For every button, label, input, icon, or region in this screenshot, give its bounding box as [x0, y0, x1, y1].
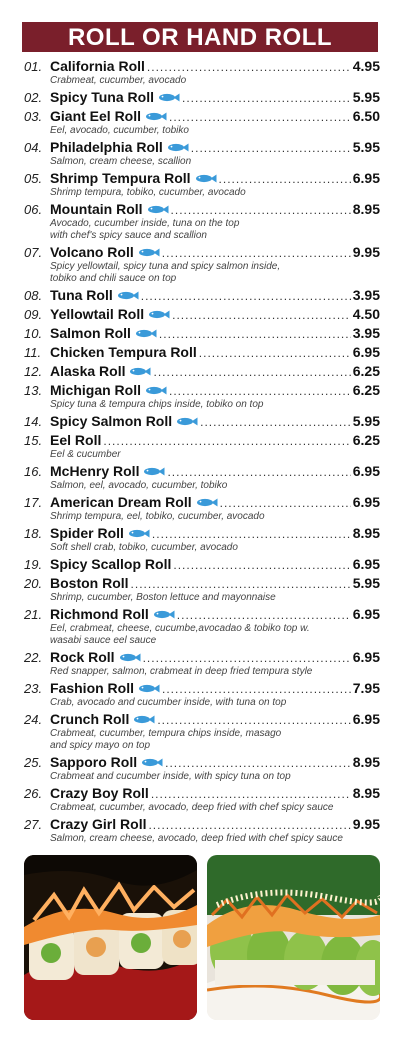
item-price: 4.50: [352, 306, 380, 322]
leader-dots: [177, 608, 351, 622]
blue-fish-icon: [129, 363, 151, 372]
item-price: 8.95: [352, 785, 380, 801]
roll-list: [24, 58, 380, 847]
leader-dots: [172, 308, 351, 322]
blue-fish-icon: [141, 754, 163, 763]
menu-item: [24, 58, 380, 87]
menu-item: [24, 89, 380, 106]
item-number: 13.: [24, 383, 43, 398]
leader-dots: [131, 577, 351, 591]
leader-dots: [171, 203, 351, 217]
item-description: wasabi sauce eel sauce: [50, 635, 157, 646]
menu-item-row: [24, 711, 380, 728]
item-number: 08.: [24, 288, 43, 303]
menu-item-row: [24, 463, 380, 480]
item-number: 20.: [24, 576, 43, 591]
section-title: ROLL OR HAND ROLL: [22, 22, 378, 52]
item-number: 23.: [24, 681, 43, 696]
item-number: 10.: [24, 326, 43, 341]
item-name: Alaska Roll: [50, 363, 126, 379]
menu-item-row: [24, 325, 380, 342]
leader-dots: [143, 651, 351, 665]
item-name: Crazy Girl Roll: [50, 816, 147, 832]
menu-item-row: [24, 382, 380, 399]
item-number: 09.: [24, 307, 43, 322]
item-price: 6.50: [352, 108, 380, 124]
menu-item-row: [24, 287, 380, 304]
item-number: 26.: [24, 786, 43, 801]
menu-item: [24, 606, 380, 647]
leader-dots: [191, 141, 351, 155]
item-description: Eel, crabmeat, cheese, cucumbe,avocadao & tobiko top w.: [50, 623, 310, 634]
blue-fish-icon: [195, 170, 217, 179]
leader-dots: [153, 365, 350, 379]
sushi-roll-photo-left: [24, 855, 197, 1020]
item-description: Salmon, eel, avocado, cucumber, tobiko: [50, 480, 228, 491]
item-price: 6.95: [352, 606, 380, 622]
item-price: 8.95: [352, 525, 380, 541]
sushi-roll-photo-right: [207, 855, 380, 1020]
item-number: 11.: [24, 345, 42, 360]
menu-item: [24, 649, 380, 678]
menu-item: [24, 170, 380, 199]
menu-item: [24, 556, 380, 573]
blue-fish-icon: [158, 89, 180, 98]
menu-item-row: [24, 432, 380, 449]
item-price: 6.95: [352, 649, 380, 665]
item-name: Boston Roll: [50, 575, 129, 591]
item-description: Avocado, cucumber inside, tuna on the top: [50, 218, 240, 229]
menu-item-row: [24, 754, 380, 771]
menu-item-row: [24, 363, 380, 380]
item-price: 5.95: [352, 139, 380, 155]
leader-dots: [173, 558, 350, 572]
item-description: tobiko and chili sauce on top: [50, 273, 177, 284]
menu-item: [24, 306, 380, 323]
leader-dots: [162, 682, 351, 696]
item-number: 27.: [24, 817, 43, 832]
item-price: 4.95: [352, 58, 380, 74]
leader-dots: [220, 496, 351, 510]
item-number: 01.: [24, 59, 43, 74]
menu-item: [24, 244, 380, 285]
menu-item-row: [24, 58, 380, 75]
item-name: Michigan Roll: [50, 382, 141, 398]
menu-item-row: [24, 525, 380, 542]
item-number: 05.: [24, 171, 43, 186]
item-number: 16.: [24, 464, 43, 479]
menu-item-row: [24, 649, 380, 666]
item-name: Crunch Roll: [50, 711, 130, 727]
blue-fish-icon: [145, 382, 167, 391]
item-price: 6.25: [352, 363, 380, 379]
item-name: Spicy Salmon Roll: [50, 413, 173, 429]
item-description: Shrimp tempura, eel, tobiko, cucumber, avocado: [50, 511, 265, 522]
item-number: 25.: [24, 755, 43, 770]
menu-item: [24, 816, 380, 845]
blue-fish-icon: [153, 606, 175, 615]
item-description: Crabmeat, cucumber, avocado, deep fried with chef spicy sauce: [50, 802, 334, 813]
menu-item: [24, 139, 380, 168]
leader-dots: [159, 327, 351, 341]
item-name: Salmon Roll: [50, 325, 131, 341]
blue-fish-icon: [119, 649, 141, 658]
item-price: 6.95: [352, 556, 380, 572]
item-description: Salmon, cream cheese, scallion: [50, 156, 192, 167]
blue-fish-icon: [145, 108, 167, 117]
item-name: Richmond Roll: [50, 606, 149, 622]
menu-item-row: [24, 344, 380, 361]
item-name: Philadelphia Roll: [50, 139, 163, 155]
menu-item-row: [24, 494, 380, 511]
item-name: Shrimp Tempura Roll: [50, 170, 191, 186]
menu-item-row: [24, 170, 380, 187]
blue-fish-icon: [135, 325, 157, 334]
item-name: Volcano Roll: [50, 244, 134, 260]
item-price: 6.95: [352, 494, 380, 510]
leader-dots: [165, 756, 351, 770]
item-number: 03.: [24, 109, 43, 124]
menu-item: [24, 494, 380, 523]
item-description: Soft shell crab, tobiko, cucumber, avocado: [50, 542, 238, 553]
menu-item: [24, 432, 380, 461]
item-number: 21.: [24, 607, 43, 622]
menu-item: [24, 785, 380, 814]
item-description: Eel & cucumber: [50, 449, 121, 460]
item-price: 3.95: [352, 325, 380, 341]
item-description: Crab, avocado and cucumber inside, with tuna on top: [50, 697, 287, 708]
item-number: 15.: [24, 433, 43, 448]
item-name: American Dream Roll: [50, 494, 192, 510]
item-name: Mountain Roll: [50, 201, 143, 217]
leader-dots: [199, 346, 351, 360]
blue-fish-icon: [117, 287, 139, 296]
menu-item-row: [24, 606, 380, 623]
item-number: 06.: [24, 202, 43, 217]
blue-fish-icon: [148, 306, 170, 315]
item-description: Spicy tuna & tempura chips inside, tobiko on top: [50, 399, 264, 410]
leader-dots: [169, 110, 351, 124]
menu-item-row: [24, 201, 380, 218]
item-name: Giant Eel Roll: [50, 108, 142, 124]
leader-dots: [200, 415, 351, 429]
item-name: Yellowtail Roll: [50, 306, 145, 322]
menu-item: [24, 363, 380, 380]
item-description: Crabmeat and cucumber inside, with spicy tuna on top: [50, 771, 291, 782]
item-price: 6.95: [352, 170, 380, 186]
menu-item-row: [24, 108, 380, 125]
blue-fish-icon: [176, 413, 198, 422]
item-description: Crabmeat, cucumber, avocado: [50, 75, 187, 86]
item-number: 04.: [24, 140, 43, 155]
item-description: with chef's spicy sauce and scallion: [50, 230, 207, 241]
menu-item: [24, 287, 380, 304]
item-name: Tuna Roll: [50, 287, 113, 303]
item-description: and spicy mayo on top: [50, 740, 151, 751]
item-name: Spider Roll: [50, 525, 124, 541]
menu-item: [24, 575, 380, 604]
item-price: 5.95: [352, 413, 380, 429]
menu-item: [24, 108, 380, 137]
menu-item: [24, 525, 380, 554]
item-price: 5.95: [352, 89, 380, 105]
leader-dots: [169, 384, 351, 398]
menu-item-row: [24, 816, 380, 833]
blue-fish-icon: [147, 201, 169, 210]
blue-fish-icon: [167, 139, 189, 148]
blue-fish-icon: [138, 244, 160, 253]
item-description: Salmon, cream cheese, avocado, deep fried with chef spicy sauce: [50, 833, 343, 844]
item-name: McHenry Roll: [50, 463, 140, 479]
menu-item: [24, 344, 380, 361]
menu-item: [24, 711, 380, 752]
blue-fish-icon: [128, 525, 150, 534]
leader-dots: [147, 60, 351, 74]
item-description: Shrimp tempura, tobiko, cucumber, avocado: [50, 187, 246, 198]
item-price: 7.95: [352, 680, 380, 696]
item-number: 02.: [24, 90, 43, 105]
menu-item: [24, 382, 380, 411]
leader-dots: [152, 527, 351, 541]
menu-item: [24, 325, 380, 342]
menu-item-row: [24, 680, 380, 697]
item-name: Fashion Roll: [50, 680, 134, 696]
leader-dots: [182, 91, 351, 105]
leader-dots: [148, 818, 350, 832]
item-number: 24.: [24, 712, 43, 727]
item-name: Sapporo Roll: [50, 754, 138, 770]
item-description: Red snapper, salmon, crabmeat in deep fried tempura style: [50, 666, 313, 677]
menu-item-row: [24, 413, 380, 430]
item-number: 18.: [24, 526, 43, 541]
menu-item: [24, 463, 380, 492]
item-number: 17.: [24, 495, 43, 510]
item-price: 8.95: [352, 201, 380, 217]
item-number: 14.: [24, 414, 43, 429]
item-price: 6.95: [352, 344, 380, 360]
menu-item-row: [24, 244, 380, 261]
menu-item: [24, 413, 380, 430]
item-price: 6.25: [352, 382, 380, 398]
item-price: 8.95: [352, 754, 380, 770]
item-number: 19.: [24, 557, 43, 572]
item-price: 6.95: [352, 463, 380, 479]
menu-item-row: [24, 306, 380, 323]
item-description: Spicy yellowtail, spicy tuna and spicy salmon inside,: [50, 261, 281, 272]
item-name: Spicy Scallop Roll: [50, 556, 172, 572]
item-price: 9.95: [352, 244, 380, 260]
item-price: 3.95: [352, 287, 380, 303]
item-price: 6.95: [352, 711, 380, 727]
item-price: 9.95: [352, 816, 380, 832]
item-name: Eel Roll: [50, 432, 102, 448]
item-description: Crabmeat, cucumber, tempura chips inside, masago: [50, 728, 282, 739]
leader-dots: [219, 172, 351, 186]
item-name: California Roll: [50, 58, 145, 74]
leader-dots: [157, 713, 350, 727]
leader-dots: [162, 246, 351, 260]
item-name: Spicy Tuna Roll: [50, 89, 154, 105]
item-description: Shrimp, cucumber, Boston lettuce and mayonnaise: [50, 592, 276, 603]
item-price: 6.25: [352, 432, 380, 448]
blue-fish-icon: [143, 463, 165, 472]
item-number: 22.: [24, 650, 43, 665]
menu-item-row: [24, 575, 380, 592]
blue-fish-icon: [138, 680, 160, 689]
leader-dots: [141, 289, 351, 303]
blue-fish-icon: [196, 494, 218, 503]
menu-item-row: [24, 139, 380, 156]
item-number: 12.: [24, 364, 43, 379]
item-name: Rock Roll: [50, 649, 115, 665]
leader-dots: [167, 465, 350, 479]
menu-item: [24, 201, 380, 242]
menu-item: [24, 754, 380, 783]
menu-item-row: [24, 785, 380, 802]
menu-item-row: [24, 89, 380, 106]
blue-fish-icon: [133, 711, 155, 720]
menu-item-row: [24, 556, 380, 573]
item-number: 07.: [24, 245, 43, 260]
item-description: Eel, avocado, cucumber, tobiko: [50, 125, 189, 136]
item-name: Crazy Boy Roll: [50, 785, 149, 801]
item-price: 5.95: [352, 575, 380, 591]
leader-dots: [103, 434, 350, 448]
item-name: Chicken Tempura Roll: [50, 344, 197, 360]
leader-dots: [151, 787, 351, 801]
menu-item: [24, 680, 380, 709]
